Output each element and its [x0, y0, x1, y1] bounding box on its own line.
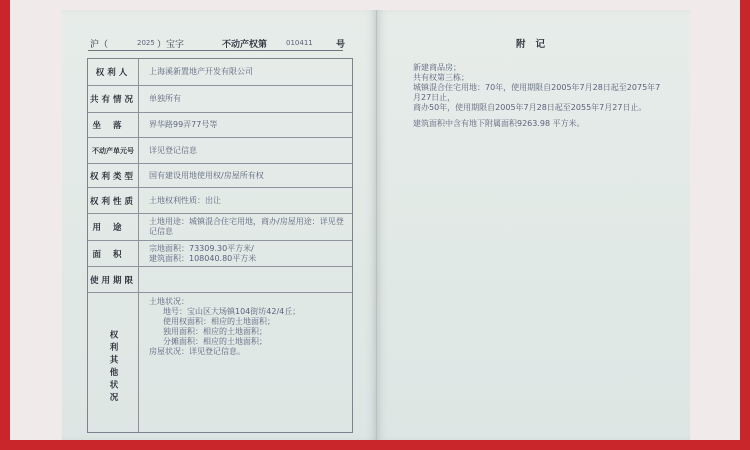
other-line: 土地状况：: [149, 297, 189, 306]
row-label: 共有情况: [88, 86, 139, 112]
remarks-line: 月27日止，: [413, 93, 456, 102]
other-line: 房屋状况：详见登记信息。: [149, 347, 245, 356]
remarks-title: 附记: [516, 39, 556, 50]
table-row: [88, 164, 352, 188]
other-line: 使用权面积：相应的土地面积；: [163, 317, 275, 326]
header-prefix: 沪（: [90, 40, 109, 50]
row-value: 单独所有: [149, 94, 181, 103]
area-line: 建筑面积：108040.80平方米: [149, 253, 257, 263]
table-row: [88, 86, 352, 113]
remarks-text: [413, 63, 660, 129]
table-row: [88, 214, 352, 241]
row-label: 权利人: [88, 59, 139, 85]
row-label: 面积: [88, 241, 139, 266]
table-row: [88, 188, 352, 214]
header-end: 号: [336, 40, 346, 50]
row-label: 权利类型: [88, 164, 139, 187]
row-label: 用途: [88, 214, 139, 240]
remarks-line: 城镇混合住宅用地：70年，使用期限自2005年7月28日起至2075年7: [413, 83, 661, 92]
other-line: 地号：宝山区大场镇104街坊42/4丘；: [163, 307, 301, 316]
row-value: 界华路99弄77号等: [149, 120, 218, 129]
row-value: [139, 293, 352, 432]
table-row: [88, 138, 352, 164]
page-fold: [376, 10, 377, 440]
table-row: [88, 267, 352, 293]
remarks-line: 建筑面积中含有地下附属面积9263.98 平方米。: [413, 119, 585, 128]
row-value: 土地用途：城镇混合住宅用地，商办/房屋用途：详见登记信息: [149, 217, 344, 236]
red-frame-bottom: [0, 440, 750, 450]
row-value: 上海溪新置地产开发有限公司: [149, 67, 253, 76]
table-row: [88, 241, 352, 267]
red-frame-left: [0, 0, 10, 450]
remarks-line: 共有权第三栋；: [413, 73, 469, 82]
row-value: [139, 267, 352, 292]
remarks-line: 商办50年，使用期限自2005年7月28日起至2055年7月27日止。: [413, 103, 647, 112]
row-value: [139, 241, 352, 266]
row-label: 权利其他状况: [88, 293, 139, 432]
row-value: 详见登记信息: [149, 145, 197, 155]
table-row-other: [88, 293, 352, 432]
row-label: 使用期限: [88, 267, 139, 292]
header-underline: [88, 50, 343, 51]
certificate-table: [87, 58, 353, 433]
area-line: 宗地面积：73309.30平方米/: [149, 243, 254, 253]
table-row: [88, 113, 352, 138]
table-row: [88, 59, 352, 86]
row-value: 国有建设用地使用权/房屋所有权: [149, 170, 264, 180]
other-line: 分摊面积：相应的土地面积；: [163, 337, 267, 346]
red-frame-right: [740, 0, 750, 450]
row-label: 不动产单元号: [88, 138, 139, 163]
row-label: 坐落: [88, 113, 139, 137]
other-line: 独用面积：相应的土地面积；: [163, 327, 267, 336]
header-cert-label: 不动产权第: [222, 40, 268, 50]
header-year: 2025: [137, 39, 155, 47]
row-value: 土地权利性质：出让: [149, 195, 221, 205]
header-cert-number: 010411: [286, 39, 313, 47]
header-suffix: ）宝字: [157, 40, 185, 50]
row-label: 权利性质: [88, 188, 139, 213]
remarks-line: 新建商品房；: [413, 63, 461, 72]
